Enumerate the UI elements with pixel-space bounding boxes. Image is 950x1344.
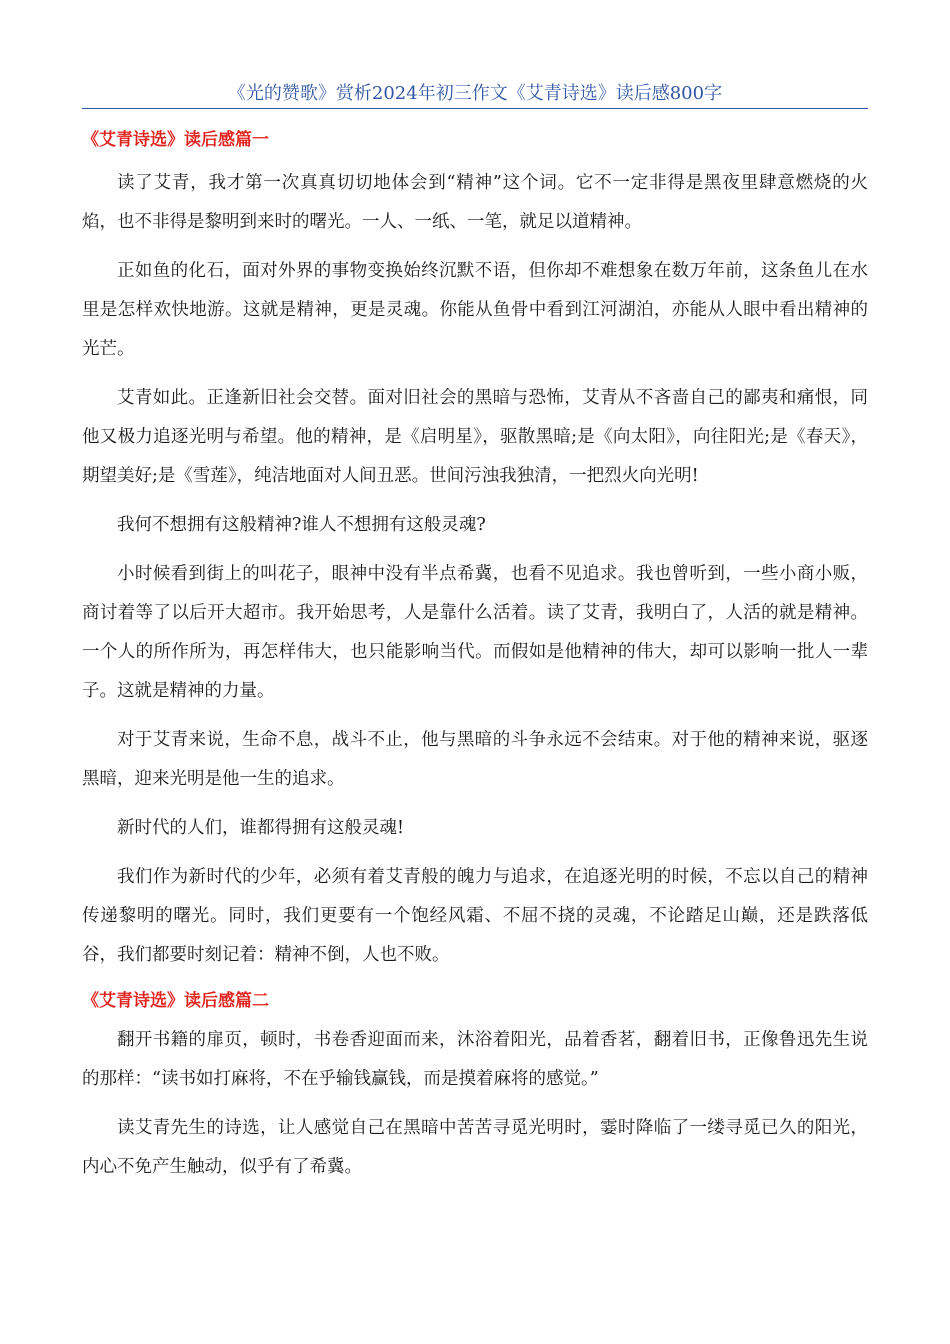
paragraph: 我何不想拥有这般精神?谁人不想拥有这般灵魂?: [117, 515, 486, 535]
page-header-title: 《光的赞歌》赏析2024年初三作文《艾青诗选》读后感800字: [227, 83, 723, 104]
document-body: [82, 122, 868, 1187]
paragraph: 对于艾青来说，生命不息，战斗不止，他与黑暗的斗争永远不会结束。对于他的精神来说，驱逐黑暗，迎来光明是他一生的追求。: [82, 730, 868, 789]
header-divider: [82, 108, 868, 109]
paragraph: 小时候看到街上的叫花子，眼神中没有半点希冀，也看不见追求。我也曾听到，一些小商小贩，商讨着等了以后开大超市。我开始思考，人是靠什么活着。读了艾青，我明白了，人活的就是精神。一个人的所作所为，再怎样伟大，也只能影响当代。而假如是他精神的伟大，却可以影响一批人一辈子。这就是精神的力量。: [82, 564, 868, 701]
paragraph: 正如鱼的化石，面对外界的事物变换始终沉默不语，但你却不难想象在数万年前，这条鱼儿在水里是怎样欢快地游。这就是精神，更是灵魂。你能从鱼骨中看到江河湖泊，亦能从人眼中看出精神的光芒。: [82, 261, 868, 359]
paragraph: 新时代的人们，谁都得拥有这般灵魂!: [117, 818, 405, 838]
section-heading: 《艾青诗选》读后感篇一: [82, 130, 269, 150]
paragraph: 读了艾青，我才第一次真真切切地体会到“精神”这个词。它不一定非得是黑夜里肆意燃烧的火焰，也不非得是黎明到来时的曙光。一人、一纸、一笔，就足以道精神。: [82, 173, 868, 232]
section-heading: 《艾青诗选》读后感篇二: [82, 991, 269, 1011]
section-1: [82, 122, 868, 975]
section-2: [82, 983, 868, 1187]
paragraph: 我们作为新时代的少年，必须有着艾青般的魄力与追求，在追逐光明的时候，不忘以自己的精神传递黎明的曙光。同时，我们更要有一个饱经风霜、不屈不挠的灵魂，不论踏足山巅，还是跌落低谷，我们都要时刻记着：精神不倒，人也不败。: [82, 867, 868, 965]
paragraph: 艾青如此。正逢新旧社会交替。面对旧社会的黑暗与恐怖，艾青从不吝啬自己的鄙夷和痛恨，同他又极力追逐光明与希望。他的精神，是《启明星》，驱散黑暗;是《向太阳》，向往阳光;是《春天》，期望美好;是《雪莲》，纯洁地面对人间丑恶。世间污浊我独清，一把烈火向光明!: [82, 388, 868, 486]
paragraph: 翻开书籍的扉页，顿时，书卷香迎面而来，沐浴着阳光，品着香茗，翻着旧书，正像鲁迅先生说的那样：“读书如打麻将，不在乎输钱赢钱，而是摸着麻将的感觉。”: [82, 1030, 868, 1089]
paragraph: 读艾青先生的诗选，让人感觉自己在黑暗中苦苦寻觅光明时，霎时降临了一缕寻觅已久的阳光，内心不免产生触动，似乎有了希冀。: [82, 1118, 868, 1177]
